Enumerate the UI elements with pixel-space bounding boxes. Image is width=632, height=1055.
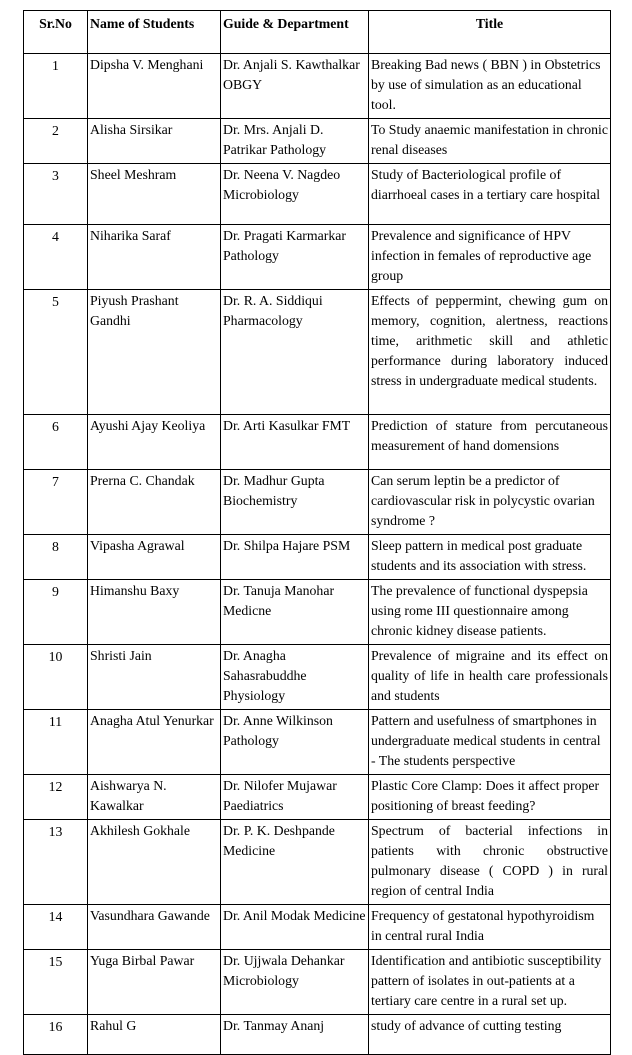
cell-sr-no: 1: [24, 54, 88, 119]
table-row: [24, 905, 611, 950]
table-row: [24, 54, 611, 119]
cell-title: Frequency of gestatonal hypothyroidism in central rural India: [369, 905, 611, 950]
cell-student-name: Niharika Saraf: [88, 225, 221, 290]
cell-title: Prevalence of migraine and its effect on quality of life in health care professionals and students: [369, 645, 611, 710]
table-row: [24, 820, 611, 905]
cell-sr-no: 15: [24, 950, 88, 1015]
header-guide-department: Guide & Department: [221, 11, 369, 54]
cell-title: Breaking Bad news ( BBN ) in Obstetrics by use of simulation as an educational tool.: [369, 54, 611, 119]
cell-student-name: Ayushi Ajay Keoliya: [88, 415, 221, 470]
cell-sr-no: 10: [24, 645, 88, 710]
cell-title: Prediction of stature from percutaneous measurement of hand domensions: [369, 415, 611, 470]
cell-student-name: Anagha Atul Yenurkar: [88, 710, 221, 775]
students-projects-table: [23, 10, 611, 1055]
cell-sr-no: 6: [24, 415, 88, 470]
cell-guide-department: Dr. Nilofer Mujawar Paediatrics: [221, 775, 369, 820]
cell-title: Sleep pattern in medical post graduate students and its association with stress.: [369, 535, 611, 580]
cell-title: To Study anaemic manifestation in chronic renal diseases: [369, 119, 611, 164]
cell-title: Can serum leptin be a predictor of cardiovascular risk in polycystic ovarian syndrome ?: [369, 470, 611, 535]
cell-student-name: Akhilesh Gokhale: [88, 820, 221, 905]
cell-sr-no: 3: [24, 164, 88, 225]
cell-sr-no: 12: [24, 775, 88, 820]
cell-student-name: Yuga Birbal Pawar: [88, 950, 221, 1015]
cell-guide-department: Dr. Pragati Karmarkar Pathology: [221, 225, 369, 290]
table-row: [24, 775, 611, 820]
cell-title: Pattern and usefulness of smartphones in undergraduate medical students in central - The students perspective: [369, 710, 611, 775]
table-row: [24, 1015, 611, 1055]
cell-student-name: Vasundhara Gawande: [88, 905, 221, 950]
cell-sr-no: 16: [24, 1015, 88, 1055]
table-row: [24, 710, 611, 775]
cell-title: Study of Bacteriological profile of diarrhoeal cases in a tertiary care hospital: [369, 164, 611, 225]
cell-guide-department: Dr. Tanuja Manohar Medicne: [221, 580, 369, 645]
table-row: [24, 119, 611, 164]
table-row: [24, 225, 611, 290]
cell-student-name: Dipsha V. Menghani: [88, 54, 221, 119]
cell-title: study of advance of cutting testing: [369, 1015, 611, 1055]
cell-student-name: Alisha Sirsikar: [88, 119, 221, 164]
cell-guide-department: Dr. Madhur Gupta Biochemistry: [221, 470, 369, 535]
table-header-row: [24, 11, 611, 54]
cell-student-name: Himanshu Baxy: [88, 580, 221, 645]
cell-student-name: Rahul G: [88, 1015, 221, 1055]
cell-sr-no: 11: [24, 710, 88, 775]
header-title: Title: [369, 11, 611, 54]
cell-student-name: Aishwarya N. Kawalkar: [88, 775, 221, 820]
table-row: [24, 470, 611, 535]
cell-sr-no: 2: [24, 119, 88, 164]
cell-sr-no: 14: [24, 905, 88, 950]
cell-student-name: Shristi Jain: [88, 645, 221, 710]
cell-sr-no: 8: [24, 535, 88, 580]
cell-guide-department: Dr. P. K. Deshpande Medicine: [221, 820, 369, 905]
cell-sr-no: 7: [24, 470, 88, 535]
cell-guide-department: Dr. Tanmay Ananj: [221, 1015, 369, 1055]
header-sr-no: Sr.No: [24, 11, 88, 54]
cell-guide-department: Dr. Anne Wilkinson Pathology: [221, 710, 369, 775]
table-row: [24, 535, 611, 580]
cell-guide-department: Dr. Mrs. Anjali D. Patrikar Pathology: [221, 119, 369, 164]
cell-title: Prevalence and significance of HPV infection in females of reproductive age group: [369, 225, 611, 290]
cell-sr-no: 5: [24, 290, 88, 415]
cell-student-name: Sheel Meshram: [88, 164, 221, 225]
cell-student-name: Vipasha Agrawal: [88, 535, 221, 580]
table-row: [24, 645, 611, 710]
table-row: [24, 415, 611, 470]
table-row: [24, 950, 611, 1015]
cell-title: Effects of peppermint, chewing gum on memory, cognition, alertness, reactions time, arithmetic skill and athletic performance during laboratory induced stress in undergraduate medical students.: [369, 290, 611, 415]
cell-title: Identification and antibiotic susceptibility pattern of isolates in out-patients at a tertiary care centre in a rural set up.: [369, 950, 611, 1015]
cell-student-name: Piyush Prashant Gandhi: [88, 290, 221, 415]
cell-guide-department: Dr. Ujjwala Dehankar Microbiology: [221, 950, 369, 1015]
header-name-of-students: Name of Students: [88, 11, 221, 54]
table-row: [24, 580, 611, 645]
cell-title: Plastic Core Clamp: Does it affect proper positioning of breast feeding?: [369, 775, 611, 820]
cell-student-name: Prerna C. Chandak: [88, 470, 221, 535]
cell-sr-no: 9: [24, 580, 88, 645]
cell-guide-department: Dr. Anagha Sahasrabuddhe Physiology: [221, 645, 369, 710]
table-row: [24, 290, 611, 415]
table-row: [24, 164, 611, 225]
cell-sr-no: 4: [24, 225, 88, 290]
cell-sr-no: 13: [24, 820, 88, 905]
cell-guide-department: Dr. Shilpa Hajare PSM: [221, 535, 369, 580]
cell-title: The prevalence of functional dyspepsia using rome III questionnaire among chronic kidney disease patients.: [369, 580, 611, 645]
cell-guide-department: Dr. R. A. Siddiqui Pharmacology: [221, 290, 369, 415]
cell-guide-department: Dr. Anjali S. Kawthalkar OBGY: [221, 54, 369, 119]
cell-title: Spectrum of bacterial infections in patients with chronic obstructive pulmonary disease ( COPD ) in rural region of central India: [369, 820, 611, 905]
cell-guide-department: Dr. Neena V. Nagdeo Microbiology: [221, 164, 369, 225]
cell-guide-department: Dr. Arti Kasulkar FMT: [221, 415, 369, 470]
cell-guide-department: Dr. Anil Modak Medicine: [221, 905, 369, 950]
